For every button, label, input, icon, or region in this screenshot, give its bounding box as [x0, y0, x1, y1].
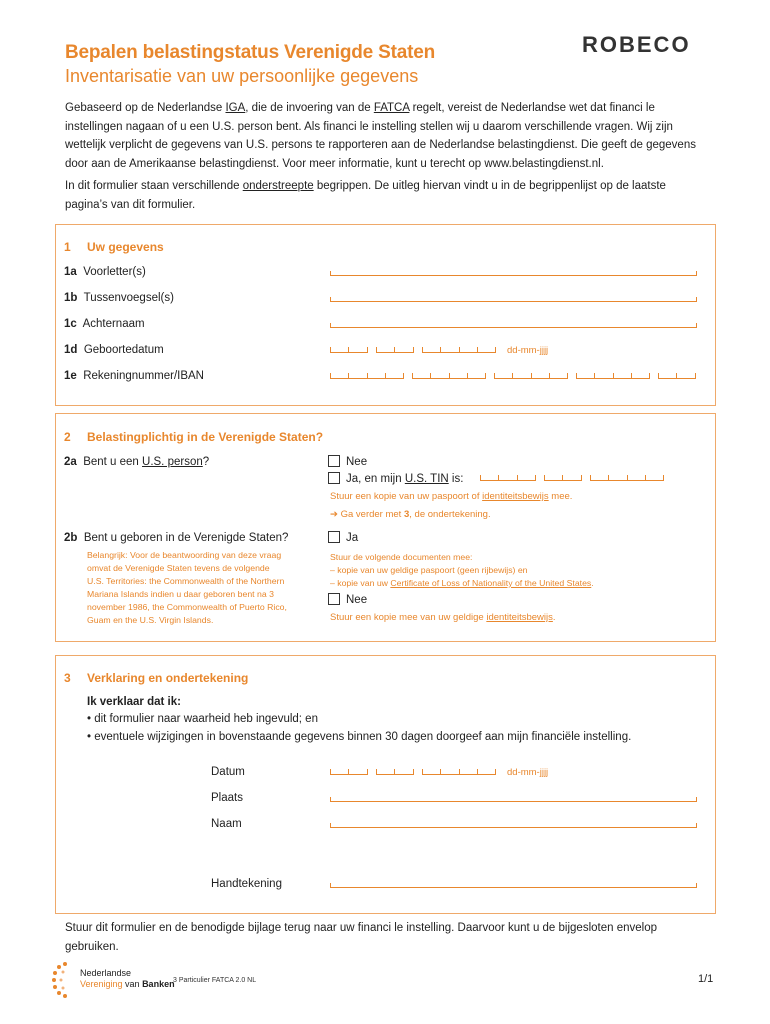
field-1e-label: 1e Rekeningnummer/IBAN [64, 370, 204, 382]
arrow-right-icon: ➔ [330, 509, 338, 520]
intro-paragraph: Gebaseerd op de Nederlandse IGA, die de invoering van de FATCA regelt, vereist de Nederlandse wet dat financi le instellingen nagaan of u een U.S. person bent. Als financi le instelling stellen wij u daarom verschillende vragen. Wij zijn wettelijk verplicht de gegevens van U.S. persons te rapporteren aan de Nederlandse belastingdienst. Die geeft de gegevens door aan de Amerikaanse belastingdienst. Voor meer informatie, kunt u terecht op www.belastingdienst.nl. [65, 102, 696, 170]
form-subtitle: Inventarisatie van uw persoonlijke gegevens [65, 66, 419, 86]
checkbox-2b-nee[interactable] [328, 593, 340, 605]
robeco-logo: ROBECO [582, 32, 691, 57]
field-1d-label: 1d Geboortedatum [64, 344, 164, 356]
datum-label: Datum [211, 766, 245, 778]
declaration-bullet-1: • dit formulier naar waarheid heb ingevuld; en [87, 713, 318, 725]
term-us-person: U.S. person [142, 456, 203, 468]
term-fatca[interactable]: FATCA [373, 102, 410, 114]
declaration-heading: Ik verklaar dat ik: [87, 696, 181, 708]
iban-group-3[interactable] [494, 374, 568, 379]
question-2b-note: Belangrijk: Voor de beantwoording van deze vraag omvat de Verenigde Staten tevens de volgende U.S. Territories: the Commonwealth of the Northern Mariana Islands indien u daar geboren bent na 3 november 1986, the Commonwealth of Puerto Rico, Guam en the U.S. Virgin Islands. [87, 550, 287, 625]
section-3-box [55, 655, 716, 914]
option-2a-nee-label: Nee [346, 456, 368, 468]
option-2b-ja-label: Ja [346, 532, 359, 544]
voorletters-input[interactable] [330, 271, 697, 276]
goto-section-3: ➔ Ga verder met 3, de ondertekening. [330, 509, 491, 520]
field-1a-label: 1a Voorletter(s) [64, 266, 146, 278]
declaration-bullet-2: • eventuele wijzigingen in bovenstaande gegevens binnen 30 dagen doorgeef aan mijn financiële instelling. [87, 731, 632, 743]
tin-note: Stuur een kopie van uw paspoort of identiteitsbewijs mee. [330, 491, 573, 502]
closing-paragraph: Stuur dit formulier en de benodigde bijlage terug naar uw financi le instelling. Daarvoor kunt u de bijgesloten envelop gebruiken. [65, 922, 657, 953]
section-3-title: Verklaring en ondertekening [87, 671, 249, 685]
sign-date-day-input[interactable] [330, 770, 368, 775]
nee-note: Stuur een kopie mee van uw geldige identiteitsbewijs. [330, 612, 556, 623]
sign-date-month-input[interactable] [376, 770, 414, 775]
term-iga[interactable]: IGA [225, 102, 246, 114]
handtekening-label: Handtekening [211, 878, 282, 890]
iban-group-1[interactable] [330, 374, 404, 379]
question-2b: 2b Bent u geboren in de Verenigde Staten? [64, 532, 289, 544]
page-number: 1/1 [698, 973, 714, 985]
checkbox-2a-nee[interactable] [328, 455, 340, 467]
plaats-input[interactable] [330, 797, 697, 802]
iban-group-2[interactable] [412, 374, 486, 379]
field-1b-label: 1b Tussenvoegsel(s) [64, 292, 174, 304]
section-3-number: 3 [64, 671, 71, 685]
birthdate-month-input[interactable] [376, 348, 414, 353]
achternaam-input[interactable] [330, 323, 697, 328]
iban-group-4[interactable] [576, 374, 650, 379]
nvb-logo-text: Nederlandse Vereniging van Banken [80, 968, 175, 989]
nvb-logo-icon [52, 960, 78, 1000]
tussenvoegsels-input[interactable] [330, 297, 697, 302]
intro-paragraph-2: In dit formulier staan verschillende onderstreepte begrippen. De uitleg hiervan vindt u in de begrippenlijst op de laatste pagina’s van dit formulier. [65, 180, 666, 211]
plaats-label: Plaats [211, 792, 243, 804]
birthdate-format-hint: dd-mm-jjjj [507, 345, 549, 356]
term-us-tin: U.S. TIN [404, 473, 449, 485]
form-code: 3 Particulier FATCA 2.0 NL [173, 977, 257, 984]
section-1-number: 1 [64, 240, 71, 254]
iban-group-5[interactable] [658, 374, 696, 379]
option-2a-ja-label: Ja, en mijn U.S. TIN is: [346, 473, 464, 485]
term-onderstreepte: onderstreepte [242, 180, 314, 192]
handtekening-input[interactable] [330, 883, 697, 888]
tin-group-3[interactable] [590, 476, 664, 481]
checkbox-2a-ja[interactable] [328, 472, 340, 484]
section-2-number: 2 [64, 430, 71, 444]
naam-label: Naam [211, 818, 242, 830]
tin-group-1[interactable] [480, 476, 536, 481]
section-1-title: Uw gegevens [87, 240, 164, 254]
section-2-title: Belastingplichtig in de Verenigde Staten? [87, 430, 324, 444]
naam-input[interactable] [330, 823, 697, 828]
form-title: Bepalen belastingstatus Verenigde Staten [65, 42, 435, 63]
field-1c-label: 1c Achternaam [64, 318, 145, 330]
option-2b-nee-label: Nee [346, 594, 368, 606]
ja-note: Stuur de volgende documenten mee: – kopie van uw geldige paspoort (geen rijbewijs) en – kopie van uw Certificate of Loss of Nationality of the United States. [330, 552, 594, 588]
sign-date-year-input[interactable] [422, 770, 496, 775]
birthdate-day-input[interactable] [330, 348, 368, 353]
sign-date-format-hint: dd-mm-jjjj [507, 767, 549, 778]
question-2a: 2a Bent u een U.S. person? [64, 456, 210, 468]
birthdate-year-input[interactable] [422, 348, 496, 353]
checkbox-2b-ja[interactable] [328, 531, 340, 543]
tin-group-2[interactable] [544, 476, 582, 481]
